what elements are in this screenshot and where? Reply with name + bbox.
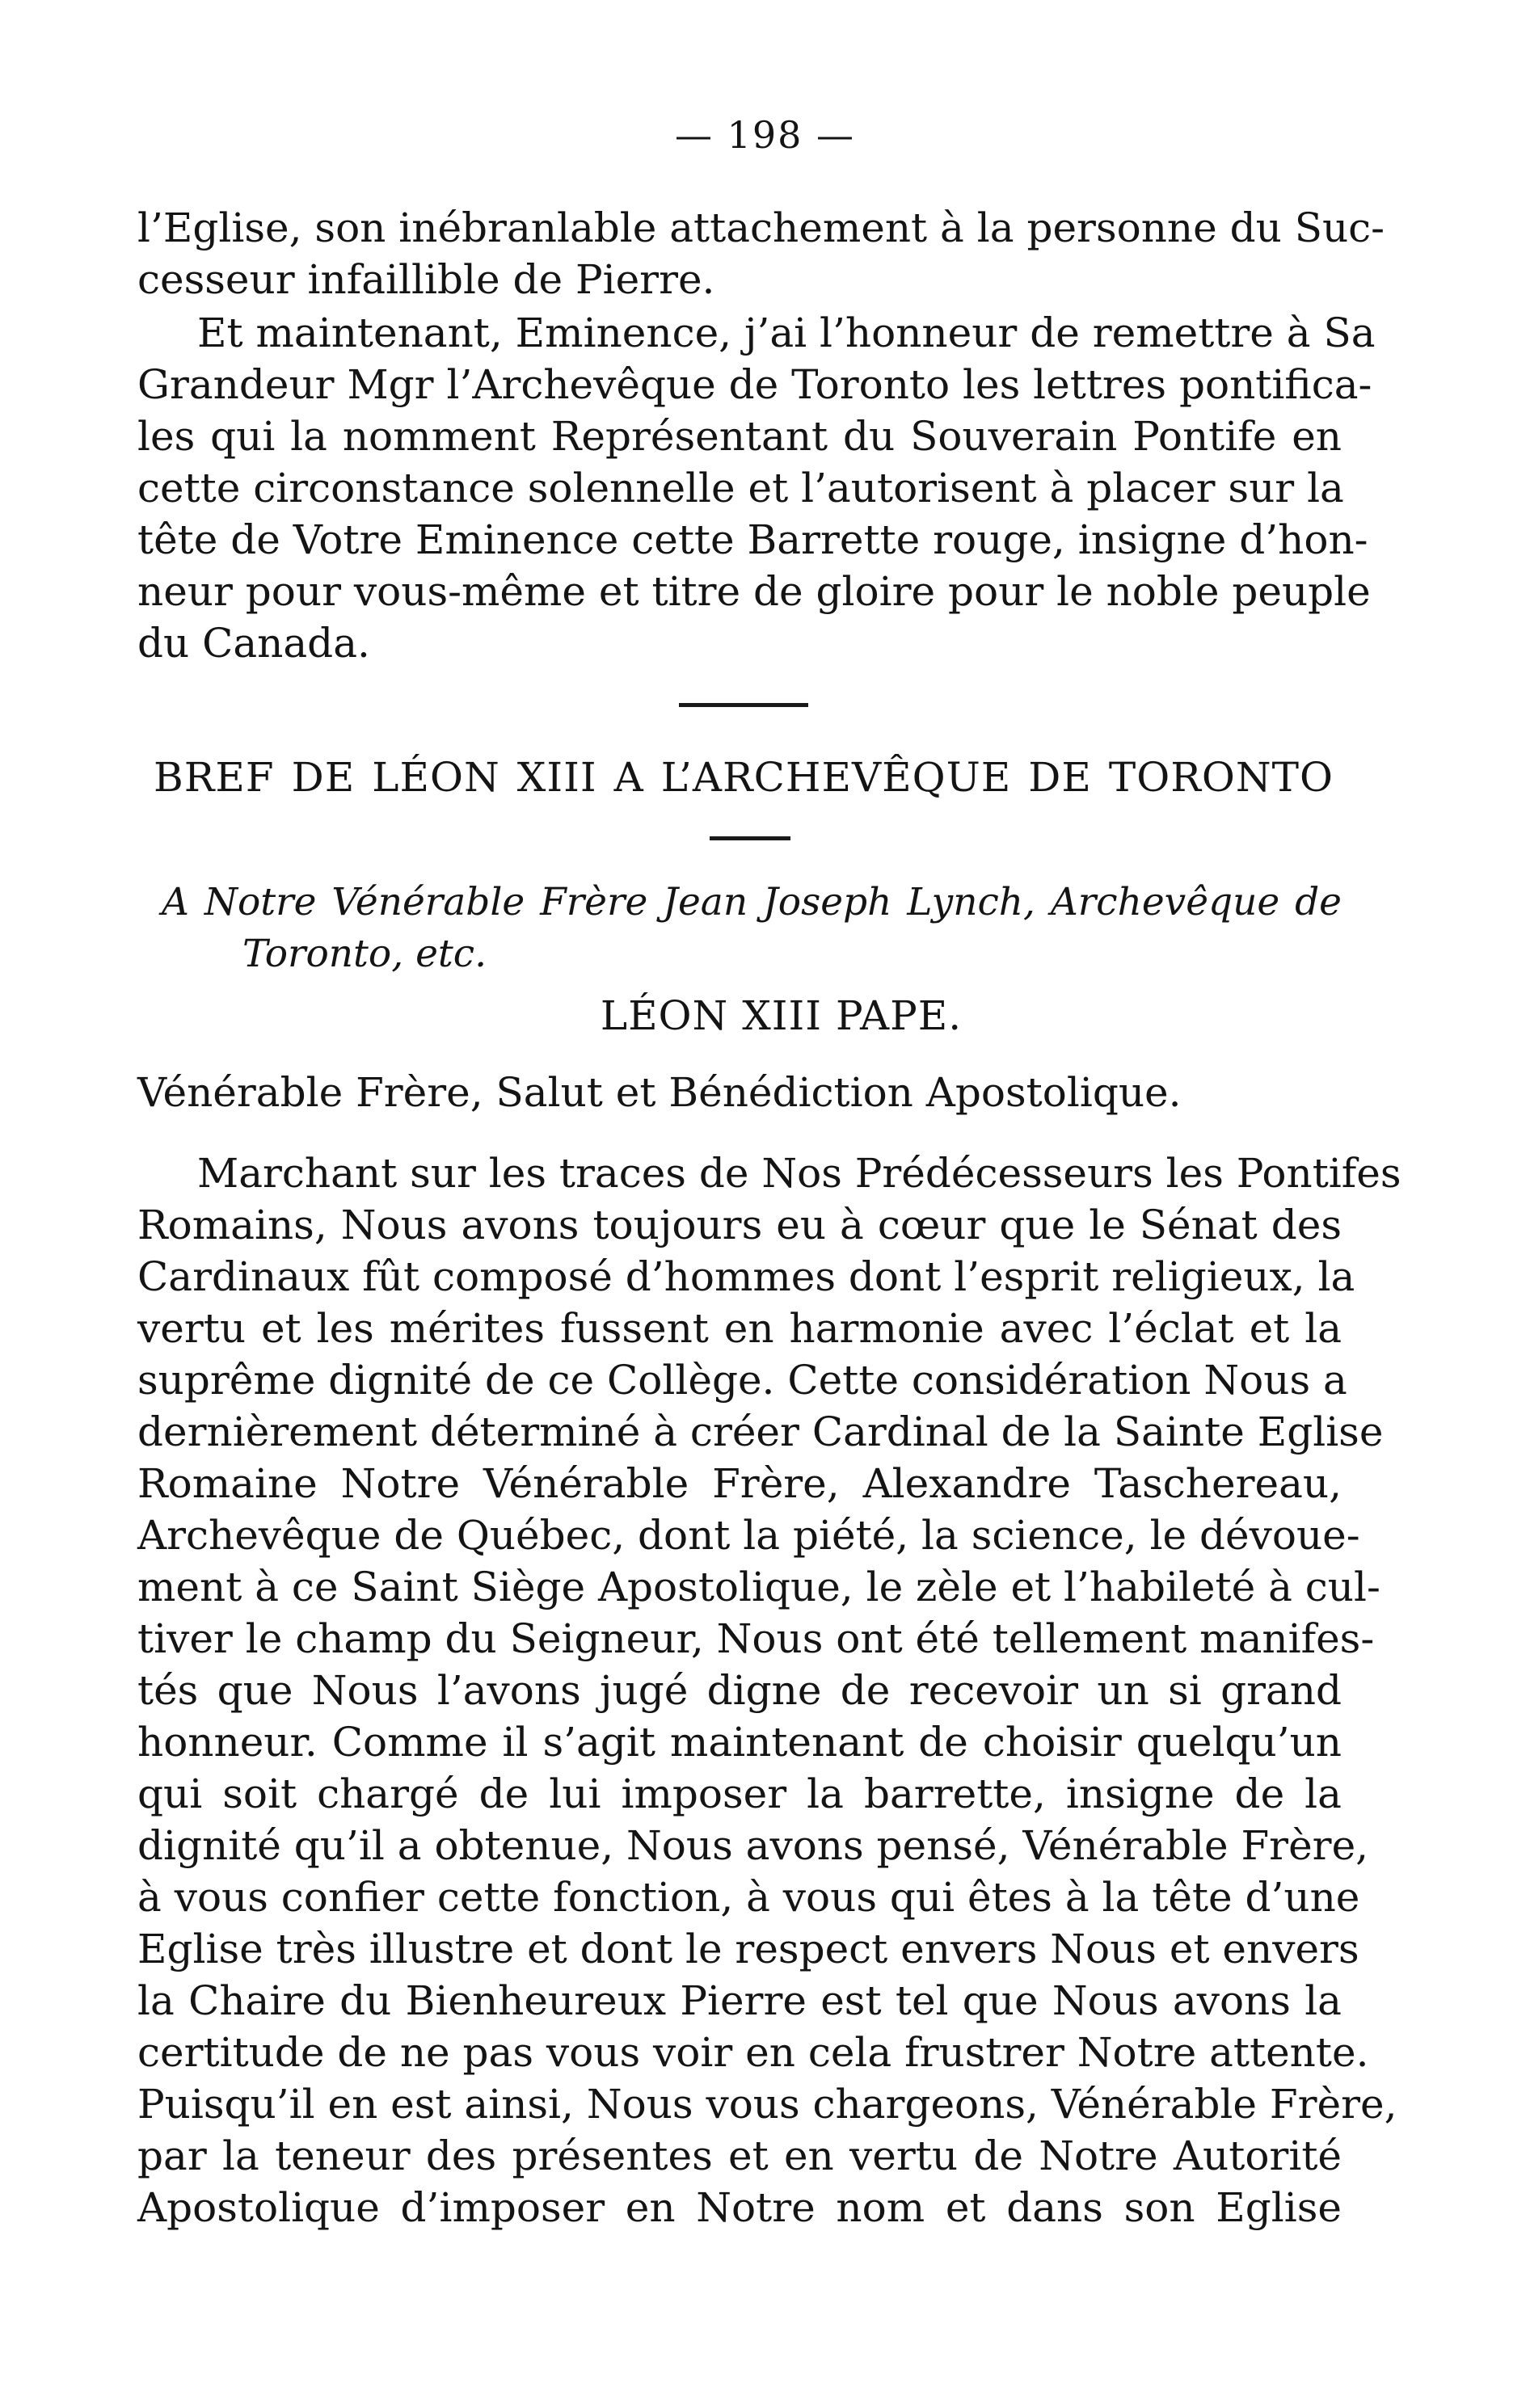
text-line: Romaine Notre Vénérable Frère, Alexandre Taschereau,: [137, 1460, 1342, 1507]
text-line: neur pour vous-même et titre de gloire pour le noble peuple: [137, 568, 1371, 615]
text-line: Cardinaux fût composé d’hommes dont l’esprit religieux, la: [137, 1253, 1355, 1300]
text-line: vertu et les mérites fussent en harmonie avec l’éclat et la: [137, 1305, 1342, 1352]
text-line: dernièrement déterminé à créer Cardinal de la Sainte Eglise: [137, 1408, 1384, 1455]
text-line: cette circonstance solennelle et l’autorisent à placer sur la: [137, 465, 1344, 511]
text-line: à vous confier cette fonction, à vous qui êtes à la tête d’une: [137, 1874, 1360, 1921]
text-line: certitude de ne pas vous voir en cela frustrer Notre attente.: [137, 2029, 1369, 2076]
text-line: la Chaire du Bienheureux Pierre est tel que Nous avons la: [137, 1977, 1342, 2024]
bref-paragraph: [137, 1147, 1401, 2233]
text-line: du Canada.: [137, 620, 370, 667]
text-line: tête de Votre Eminence cette Barrette rouge, insigne d’hon-: [137, 516, 1368, 563]
text-line: cesseur infaillible de Pierre.: [137, 256, 715, 303]
address-line: [162, 877, 1342, 980]
text-line: dignité qu’il a obtenue, Nous avons pensé, Vénérable Frère,: [137, 1822, 1369, 1869]
address-recipient: A Notre Vénérable Frère Jean Joseph Lynch, Archevêque de: [162, 880, 1342, 924]
intro-paragraph: [137, 202, 1385, 305]
text-line: qui soit chargé de lui imposer la barrette, insigne de la: [137, 1770, 1342, 1817]
text-line: Marchant sur les traces de Nos Prédécesseurs les Pontifes: [197, 1150, 1401, 1197]
page-number: — 198 —: [674, 113, 856, 157]
text-line: par la teneur des présentes et en vertu de Notre Autorité: [137, 2132, 1342, 2179]
text-line: Grandeur Mgr l’Archevêque de Toronto les lettres pontifica-: [137, 361, 1372, 408]
text-line: l’Eglise, son inébranlable attachement à la personne du Suc-: [137, 204, 1385, 251]
text-line: honneur. Comme il s’agit maintenant de choisir quelqu’un: [137, 1719, 1342, 1766]
remettre-paragraph: [137, 307, 1376, 669]
text-line: Romains, Nous avons toujours eu à cœur que le Sénat des: [137, 1202, 1342, 1248]
section-divider: [679, 703, 808, 707]
text-line: tés que Nous l’avons jugé digne de recevoir un si grand: [137, 1667, 1342, 1714]
section-heading: BREF DE LÉON XIII A L’ARCHEVÊQUE DE TORONTO: [154, 754, 1334, 801]
address-continuation: Toronto, etc.: [242, 932, 487, 976]
pope-title: LÉON XIII PAPE.: [600, 992, 963, 1039]
text-line: ment à ce Saint Siège Apostolique, le zèle et l’habileté à cul-: [137, 1564, 1380, 1610]
text-line: tiver le champ du Seigneur, Nous ont été tellement manifes-: [137, 1615, 1375, 1662]
salutation: Vénérable Frère, Salut et Bénédiction Apostolique.: [137, 1069, 1182, 1116]
text-line: Eglise très illustre et dont le respect envers Nous et envers: [137, 1926, 1359, 1972]
heading-divider: [710, 836, 790, 840]
text-line: suprême dignité de ce Collège. Cette considération Nous a: [137, 1357, 1347, 1404]
text-line: Et maintenant, Eminence, j’ai l’honneur de remettre à Sa: [197, 309, 1376, 356]
text-line: Apostolique d’imposer en Notre nom et dans son Eglise: [137, 2184, 1342, 2231]
text-line: Puisqu’il en est ainsi, Nous vous chargeons, Vénérable Frère,: [137, 2081, 1397, 2128]
text-line: Archevêque de Québec, dont la piété, la science, le dévoue-: [137, 1512, 1360, 1559]
text-line: les qui la nomment Représentant du Souverain Pontife en: [137, 413, 1342, 460]
